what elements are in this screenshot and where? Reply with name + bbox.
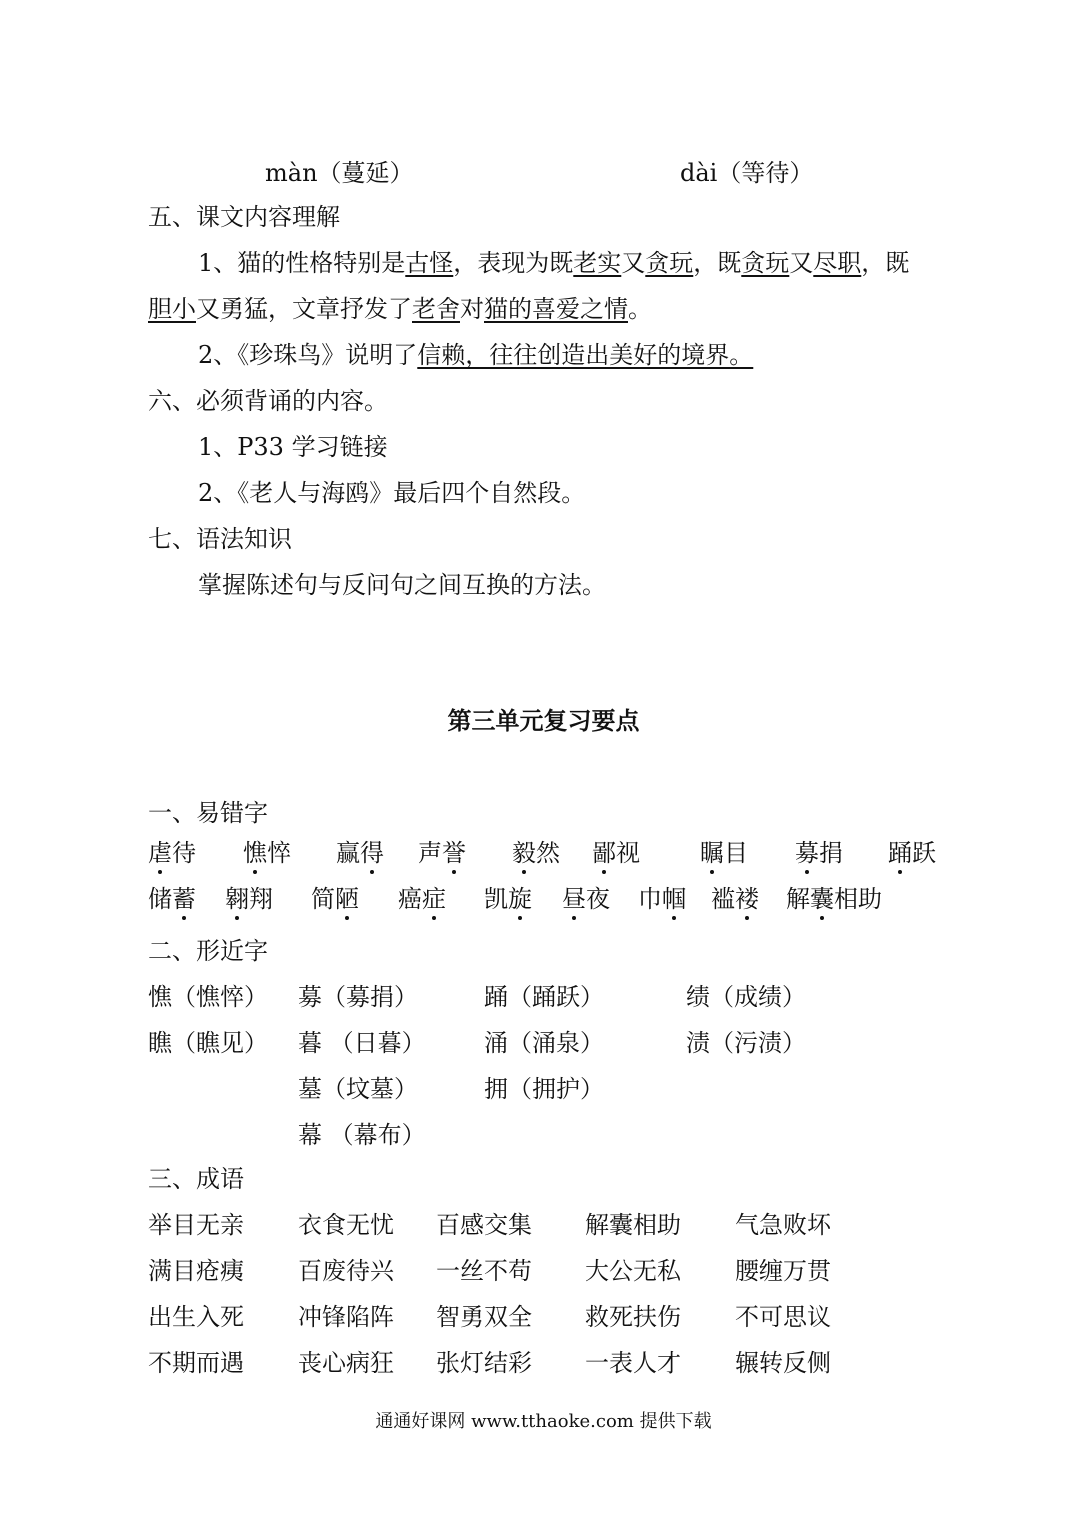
typo-word: 褴褛 bbox=[711, 885, 759, 913]
answer-underline: 老舍 bbox=[412, 295, 460, 323]
idiom-cell: 救死扶伤 bbox=[585, 1303, 681, 1331]
list-item: 1、P33 学习链接 bbox=[198, 433, 388, 461]
typo-word: 巾帼 bbox=[638, 885, 686, 913]
idiom-cell: 冲锋陷阵 bbox=[298, 1303, 394, 1331]
idiom-cell: 百感交集 bbox=[436, 1211, 532, 1239]
answer-underline: 尽职 bbox=[813, 249, 862, 277]
answer-underline: 信赖，往往创造出美好的境界。 bbox=[417, 341, 754, 369]
typo-word: 翱翔 bbox=[225, 885, 273, 913]
similar-char-cell: 募（募捐） bbox=[298, 983, 418, 1011]
typo-word: 憔悴 bbox=[243, 839, 291, 867]
idiom-cell: 丧心病狂 bbox=[298, 1349, 394, 1377]
idiom-cell: 腰缠万贯 bbox=[735, 1257, 831, 1285]
section-heading: 一、易错字 bbox=[148, 799, 268, 827]
typo-word: 癌症 bbox=[398, 885, 446, 913]
answer-underline: 贪玩 bbox=[741, 249, 790, 277]
typo-word: 鄙视 bbox=[592, 839, 640, 867]
answer-underline: 贪玩 bbox=[645, 249, 694, 277]
list-item: 掌握陈述句与反问句之间互换的方法。 bbox=[198, 571, 606, 599]
page-footer: 通通好课网 www.tthaoke.com 提供下载 bbox=[375, 1411, 712, 1432]
similar-char-cell: 绩（成绩） bbox=[686, 983, 806, 1011]
similar-char-cell: 憔（憔悴） bbox=[148, 983, 268, 1011]
typo-word: 昼夜 bbox=[562, 885, 610, 913]
answer-underline: 胆小 bbox=[148, 295, 196, 323]
paragraph-line: 胆小又勇猛，文章抒发了老舍对猫的喜爱之情。 bbox=[148, 295, 652, 323]
idiom-cell: 百废待兴 bbox=[298, 1257, 394, 1285]
unit-title: 第三单元复习要点 bbox=[447, 706, 640, 735]
answer-underline: 猫的喜爱之情 bbox=[484, 295, 628, 323]
similar-char-cell: 瞧（瞧见） bbox=[148, 1029, 268, 1057]
idiom-cell: 不可思议 bbox=[735, 1303, 831, 1331]
typo-word: 储蓄 bbox=[148, 885, 196, 913]
list-item: 2、《老人与海鸥》最后四个自然段。 bbox=[198, 479, 586, 507]
answer-underline: 古怪 bbox=[405, 249, 454, 277]
section-heading: 二、形近字 bbox=[148, 937, 268, 965]
idiom-cell: 举目无亲 bbox=[148, 1211, 244, 1239]
similar-char-cell: 渍（污渍） bbox=[686, 1029, 806, 1057]
similar-char-cell: 踊（踊跃） bbox=[484, 983, 604, 1011]
pinyin-word: （蔓延） bbox=[317, 159, 414, 187]
section-heading: 七、语法知识 bbox=[148, 525, 292, 553]
typo-word: 踊跃 bbox=[888, 839, 936, 867]
similar-char-cell: 墓（坟墓） bbox=[298, 1075, 418, 1103]
section-heading: 五、课文内容理解 bbox=[148, 203, 340, 231]
similar-char-cell: 幕 （幕布） bbox=[298, 1121, 426, 1149]
typo-word: 毅然 bbox=[512, 839, 560, 867]
pinyin-item bbox=[680, 158, 813, 188]
typo-word: 虐待 bbox=[148, 839, 196, 867]
typo-word: 声誉 bbox=[418, 839, 466, 867]
paragraph-line: 1、猫的性格特别是古怪，表现为既老实又贪玩，既贪玩又尽职，既 bbox=[198, 249, 910, 277]
idiom-cell: 解囊相助 bbox=[585, 1211, 681, 1239]
idiom-cell: 智勇双全 bbox=[436, 1303, 532, 1331]
idiom-cell: 满目疮痍 bbox=[148, 1257, 244, 1285]
section-heading: 三、成语 bbox=[148, 1165, 244, 1193]
idiom-cell: 张灯结彩 bbox=[436, 1349, 532, 1377]
section-heading: 六、必须背诵的内容。 bbox=[148, 387, 388, 415]
pinyin-text: màn bbox=[265, 159, 318, 187]
idiom-cell: 一丝不苟 bbox=[436, 1257, 532, 1285]
typo-word: 赢得 bbox=[336, 839, 384, 867]
idiom-cell: 不期而遇 bbox=[148, 1349, 244, 1377]
similar-char-cell: 拥（拥护） bbox=[484, 1075, 604, 1103]
similar-char-cell: 涌（涌泉） bbox=[484, 1029, 604, 1057]
pinyin-word: （等待） bbox=[717, 159, 814, 187]
pinyin-text: dài bbox=[680, 159, 718, 187]
idiom-cell: 衣食无忧 bbox=[298, 1211, 394, 1239]
paragraph-line: 2、《珍珠鸟》说明了信赖，往往创造出美好的境界。 bbox=[198, 341, 754, 369]
answer-underline: 老实 bbox=[573, 249, 622, 277]
typo-word: 简陋 bbox=[311, 885, 359, 913]
typo-word: 解囊相助 bbox=[786, 885, 882, 913]
typo-word: 瞩目 bbox=[700, 839, 748, 867]
typo-word: 募捐 bbox=[795, 839, 843, 867]
idiom-cell: 出生入死 bbox=[148, 1303, 244, 1331]
idiom-cell: 一表人才 bbox=[585, 1349, 681, 1377]
pinyin-item bbox=[265, 158, 414, 188]
similar-char-cell: 暮 （日暮） bbox=[298, 1029, 426, 1057]
typo-word: 凯旋 bbox=[484, 885, 532, 913]
idiom-cell: 辗转反侧 bbox=[735, 1349, 831, 1377]
idiom-cell: 大公无私 bbox=[585, 1257, 681, 1285]
idiom-cell: 气急败坏 bbox=[735, 1211, 831, 1239]
